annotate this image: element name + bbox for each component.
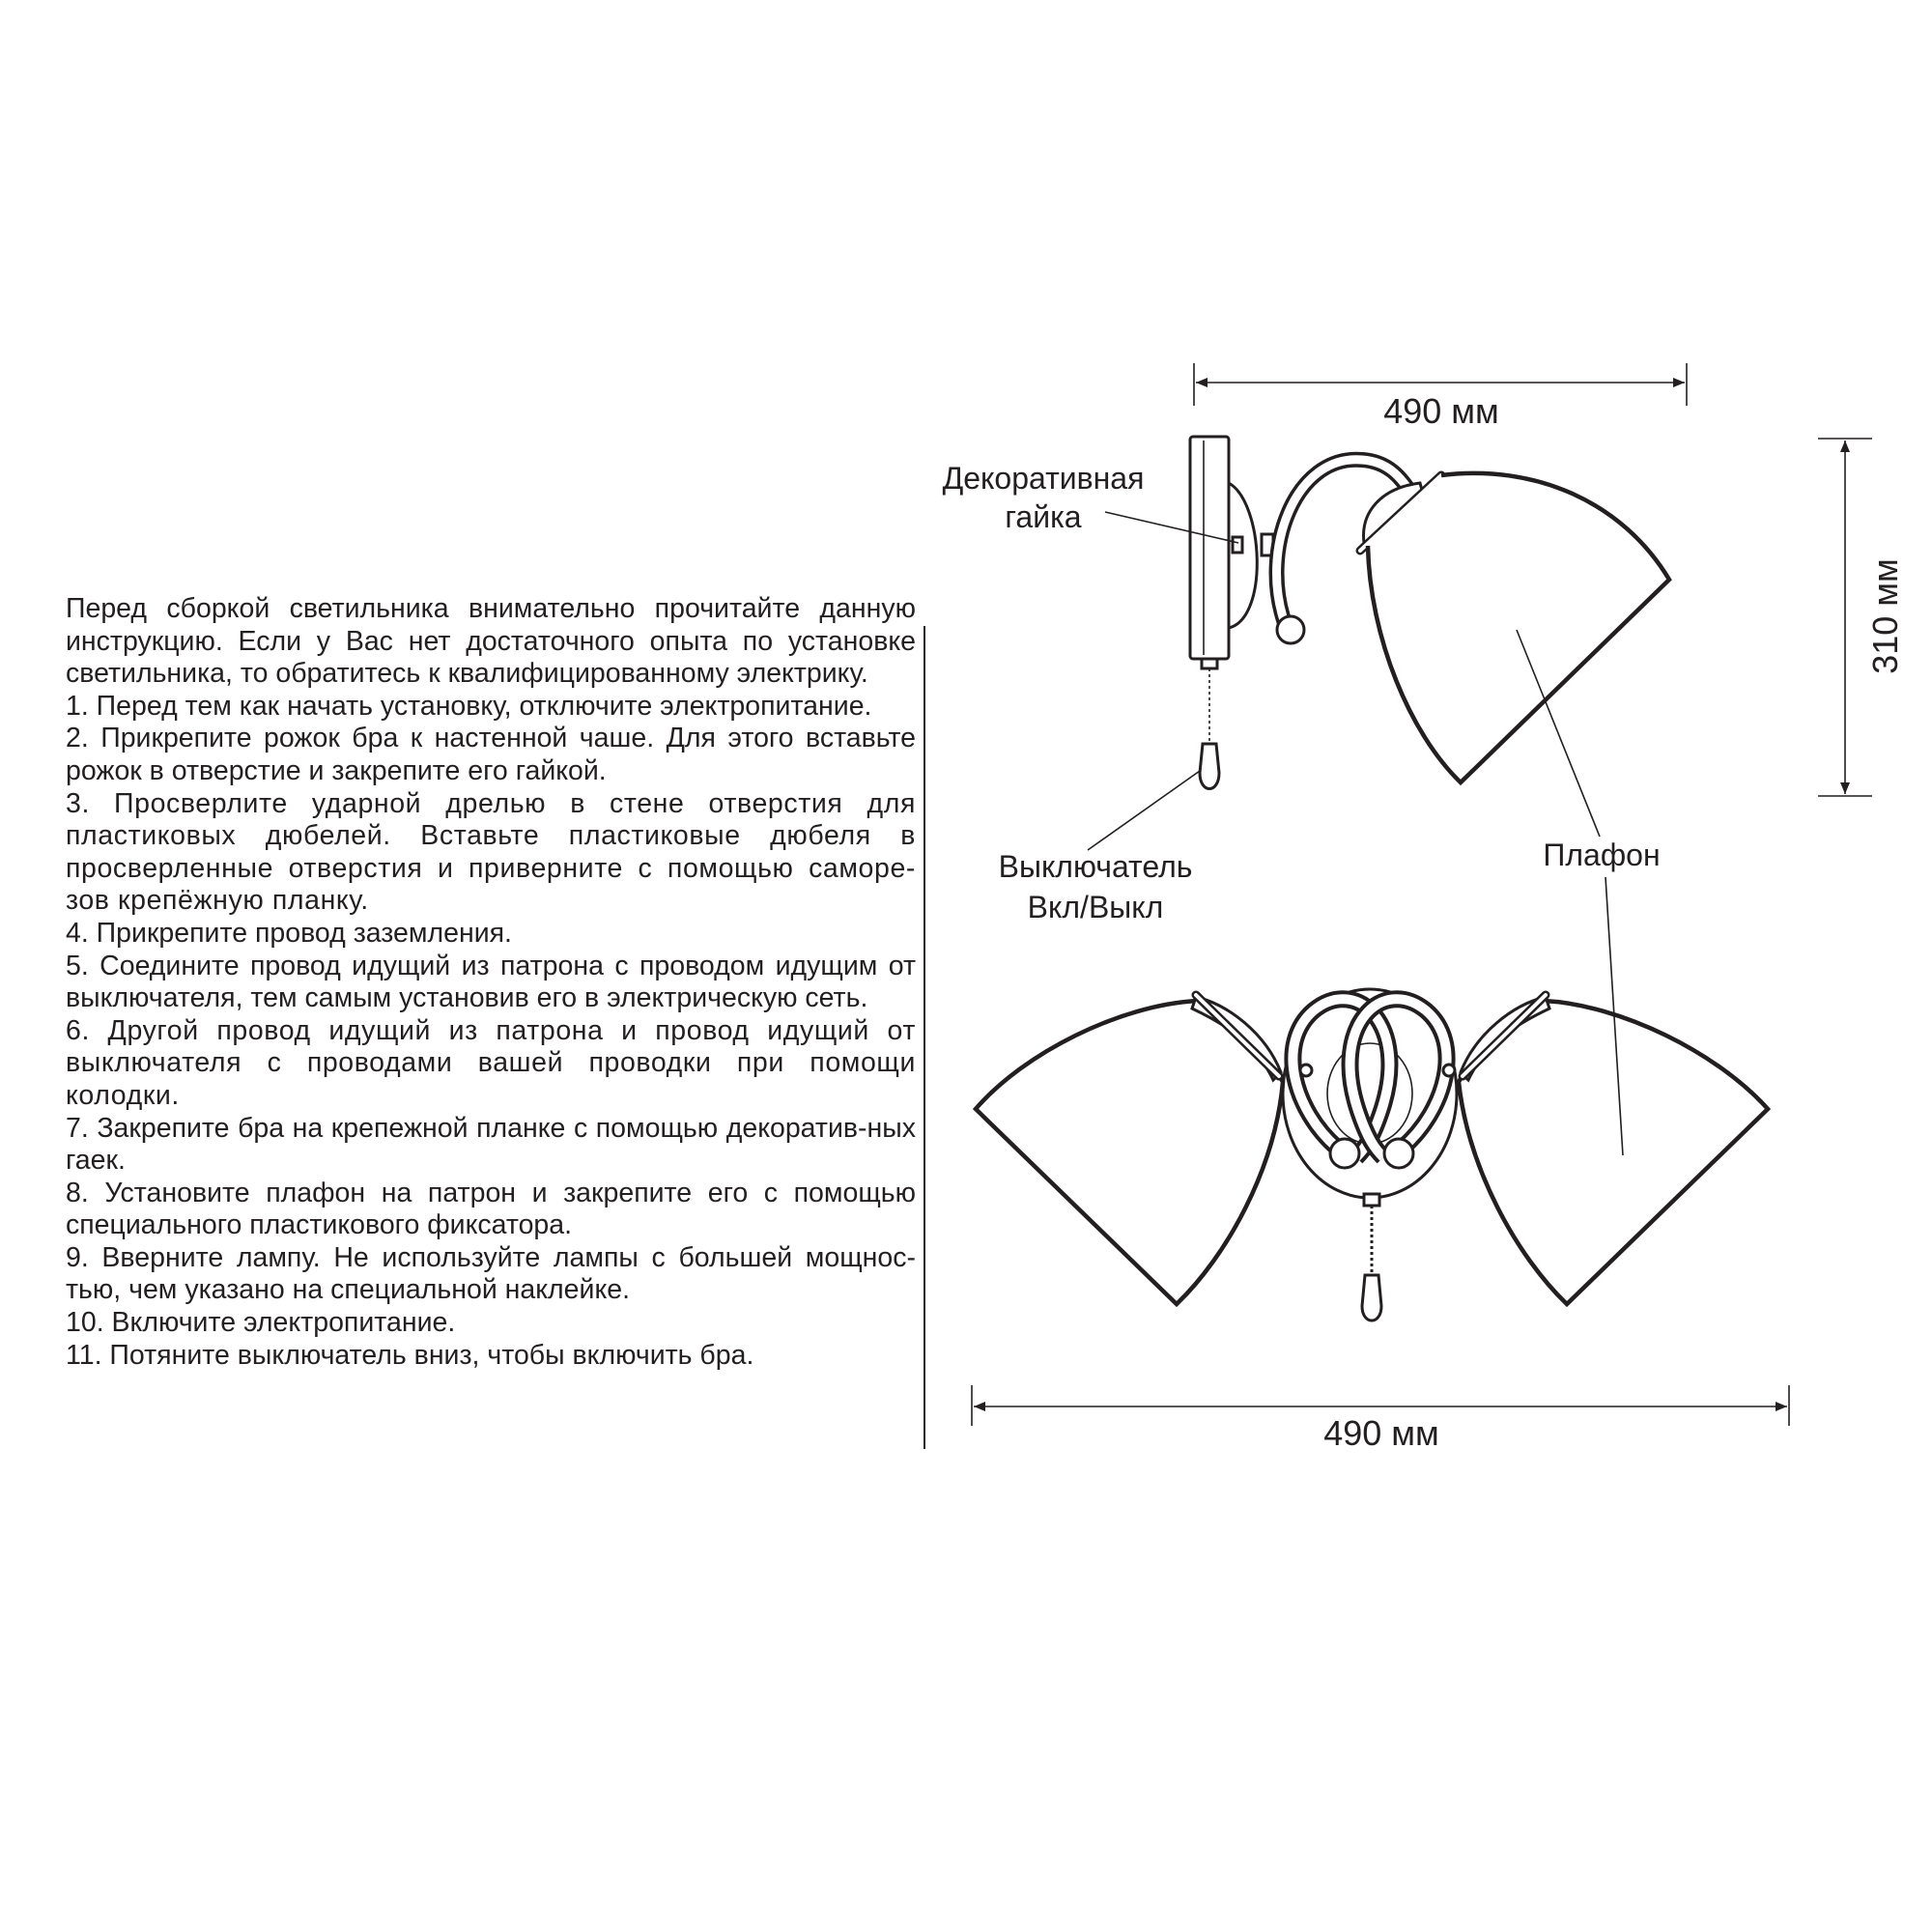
wall-plate bbox=[1190, 437, 1229, 659]
instruction-step-1: 1. Перед тем как начать установку, отключите электропитание. bbox=[66, 690, 872, 722]
instruction-step-10: 10. Включите электропитание. bbox=[66, 1307, 456, 1339]
dimension-side-width bbox=[1194, 363, 1687, 431]
instructions-intro: Перед сборкой светильника внимательно прочитайте данную инструкцию. Если у Вас нет достаточного опыта по установке светильника, то обратитесь к квалифицированному электрику. bbox=[66, 593, 916, 690]
wall-canopy bbox=[1229, 483, 1257, 628]
callout-switch bbox=[999, 771, 1200, 924]
instruction-step-3: 3. Просверлите ударной дрелью в стене отверстия для пластиковых дюбелей. Вставьте пластиковые дюбеля в просверленные отверстия и приверните с помощью самоpe-зов крепёжную планку. bbox=[66, 787, 916, 917]
label-switch-line2: Вкл/Выкл bbox=[1027, 890, 1164, 924]
front-shade-left bbox=[976, 1001, 1283, 1304]
decorative-nut bbox=[1233, 537, 1242, 553]
side-view-lamp bbox=[1190, 437, 1669, 789]
instruction-step-6: 6. Другой провод идущий из патрона и провод идущий от выключателя с проводами вашей проводки при помощи колодки. bbox=[66, 1014, 916, 1111]
dimension-front-width-label: 490 мм bbox=[1323, 1413, 1439, 1453]
pull-switch-pendant bbox=[1200, 744, 1219, 789]
label-decorative-nut-line2: гайка bbox=[1005, 499, 1082, 534]
instruction-step-11: 11. Потяните выключатель вниз, чтобы включить бра. bbox=[66, 1339, 754, 1371]
instruction-step-5: 5. Соедините провод идущий из патрона с проводом идущим от выключателя, тем самым установив его в электрическую сеть. bbox=[66, 950, 916, 1014]
dimension-side-width-label: 490 мм bbox=[1383, 391, 1499, 431]
side-shade bbox=[1368, 473, 1669, 782]
instruction-step-8: 8. Установите плафон на патрон и закрепите его с помощью специального пластикового фиксатора. bbox=[66, 1177, 916, 1241]
arm-finial bbox=[1277, 616, 1304, 643]
front-shade-right bbox=[1459, 1001, 1768, 1304]
instruction-step-9: 9. Вверните лампу. Не используйте лампы с большей мощнос-тью, чем указано на специальной наклейке. bbox=[66, 1241, 916, 1306]
instruction-step-4: 4. Прикрепите провод заземления. bbox=[66, 917, 512, 949]
front-pull-switch-pendant bbox=[1362, 1275, 1381, 1321]
dimension-height-label: 310 мм bbox=[1865, 558, 1905, 674]
dimension-front-width bbox=[972, 1385, 1789, 1453]
label-shade: Плафон bbox=[1543, 838, 1661, 872]
instruction-step-7: 7. Закрепите бра на крепежной планке с помощью декоратив-ных гаек. bbox=[66, 1112, 916, 1177]
dimension-height bbox=[1818, 439, 1905, 796]
instruction-step-2: 2. Прикрепите рожок бра к настенной чаше. Для этого вставьте рожок в отверстие и закрепите его гайкой. bbox=[66, 723, 916, 786]
label-switch-line1: Выключатель bbox=[998, 849, 1193, 884]
label-decorative-nut-line1: Декоративная bbox=[942, 461, 1145, 496]
front-view-lamp bbox=[976, 989, 1768, 1321]
